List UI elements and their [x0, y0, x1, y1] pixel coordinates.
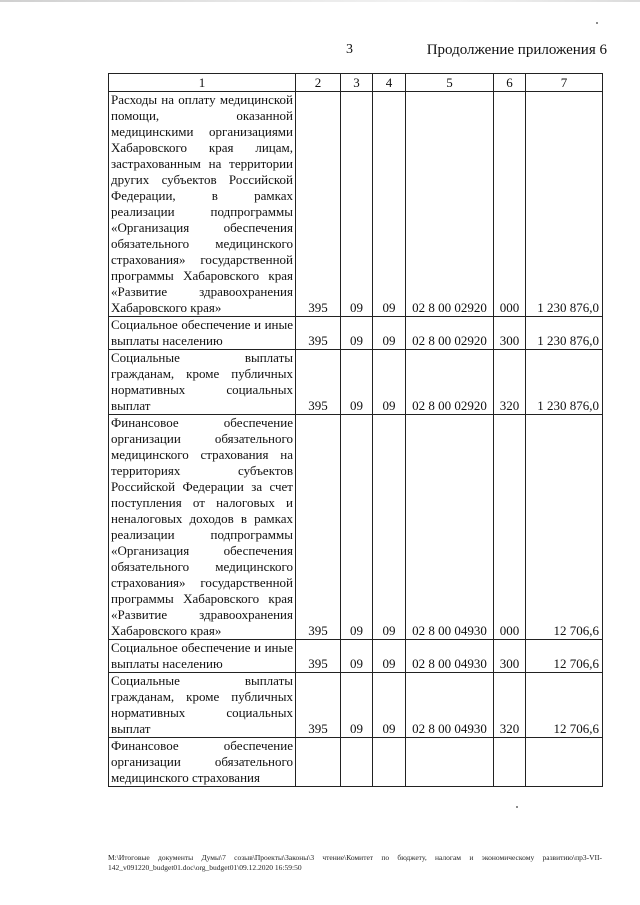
- amount: 1 230 876,0: [526, 92, 603, 317]
- target-article-code: 02 8 00 02920: [406, 350, 494, 415]
- row-description: Социальное обеспечение и иные выплаты населению: [109, 640, 296, 673]
- column-number: 7: [526, 74, 603, 92]
- column-number: 2: [296, 74, 341, 92]
- subsection-code: 09: [373, 640, 406, 673]
- amount: 1 230 876,0: [526, 317, 603, 350]
- document-path-footer: M:\Итоговые документы Думы\7 созыв\Проекты\Законы\3 чтение\Комитет по бюджету, налогам и экономическому развитию\пр3-VII-142_v091220_budget01.doc\org_budget01\09.12.2020 16:59:50: [108, 853, 602, 872]
- expense-type-code: 300: [494, 317, 526, 350]
- ministry-code: 395: [296, 640, 341, 673]
- ministry-code: 395: [296, 415, 341, 640]
- table-row: [109, 317, 603, 350]
- ministry-code: 395: [296, 350, 341, 415]
- amount: [526, 738, 603, 787]
- target-article-code: [406, 738, 494, 787]
- scan-edge: [0, 0, 640, 2]
- section-code: 09: [341, 415, 373, 640]
- expense-type-code: 000: [494, 415, 526, 640]
- target-article-code: 02 8 00 02920: [406, 92, 494, 317]
- table-row: [109, 415, 603, 640]
- section-code: 09: [341, 640, 373, 673]
- section-code: 09: [341, 673, 373, 738]
- section-code: 09: [341, 350, 373, 415]
- subsection-code: 09: [373, 415, 406, 640]
- table-row: [109, 92, 603, 317]
- table-row: [109, 738, 603, 787]
- target-article-code: 02 8 00 02920: [406, 317, 494, 350]
- subsection-code: 09: [373, 350, 406, 415]
- expense-type-code: 320: [494, 673, 526, 738]
- subsection-code: 09: [373, 317, 406, 350]
- column-number: 5: [406, 74, 494, 92]
- column-number: 6: [494, 74, 526, 92]
- column-number-row: [109, 74, 603, 92]
- scan-speck: [596, 22, 598, 24]
- subsection-code: 09: [373, 92, 406, 317]
- column-number: 1: [109, 74, 296, 92]
- expense-type-code: 000: [494, 92, 526, 317]
- expense-type-code: [494, 738, 526, 787]
- page-number: 3: [346, 42, 353, 57]
- continuation-label: Продолжение приложения 6: [426, 42, 607, 58]
- table-row: [109, 673, 603, 738]
- target-article-code: 02 8 00 04930: [406, 415, 494, 640]
- target-article-code: 02 8 00 04930: [406, 673, 494, 738]
- row-description: Социальные выплаты гражданам, кроме публичных нормативных социальных выплат: [109, 673, 296, 738]
- row-description: Финансовое обеспечение организации обязательного медицинского страхования на территориях субъектов Российской Федерации за счет поступления от налоговых и неналоговых доходов в рамках реализации подпрограммы «Организация обеспечения обязательного медицинского страхования» государственной программы Хабаровского края «Развитие здравоохранения Хабаровского края»: [109, 415, 296, 640]
- section-code: 09: [341, 317, 373, 350]
- subsection-code: 09: [373, 673, 406, 738]
- row-description: Финансовое обеспечение организации обязательного медицинского страхования: [109, 738, 296, 787]
- expense-type-code: 300: [494, 640, 526, 673]
- amount: 1 230 876,0: [526, 350, 603, 415]
- subsection-code: [373, 738, 406, 787]
- amount: 12 706,6: [526, 673, 603, 738]
- ministry-code: 395: [296, 92, 341, 317]
- row-description: Расходы на оплату медицинской помощи, оказанной медицинскими организациями Хабаровского края лицам, застрахованным на территории других субъектов Российской Федерации, в рамках реализации подпрограммы «Организация обеспечения обязательного медицинского страхования» государственной программы Хабаровского края «Развитие здравоохранения Хабаровского края»: [109, 92, 296, 317]
- scan-speck: [516, 806, 518, 808]
- expense-type-code: 320: [494, 350, 526, 415]
- table-row: [109, 350, 603, 415]
- ministry-code: [296, 738, 341, 787]
- ministry-code: 395: [296, 673, 341, 738]
- budget-table: [108, 73, 603, 787]
- row-description: Социальное обеспечение и иные выплаты населению: [109, 317, 296, 350]
- section-code: [341, 738, 373, 787]
- amount: 12 706,6: [526, 640, 603, 673]
- table-row: [109, 640, 603, 673]
- ministry-code: 395: [296, 317, 341, 350]
- column-number: 4: [373, 74, 406, 92]
- row-description: Социальные выплаты гражданам, кроме публичных нормативных социальных выплат: [109, 350, 296, 415]
- target-article-code: 02 8 00 04930: [406, 640, 494, 673]
- column-number: 3: [341, 74, 373, 92]
- section-code: 09: [341, 92, 373, 317]
- amount: 12 706,6: [526, 415, 603, 640]
